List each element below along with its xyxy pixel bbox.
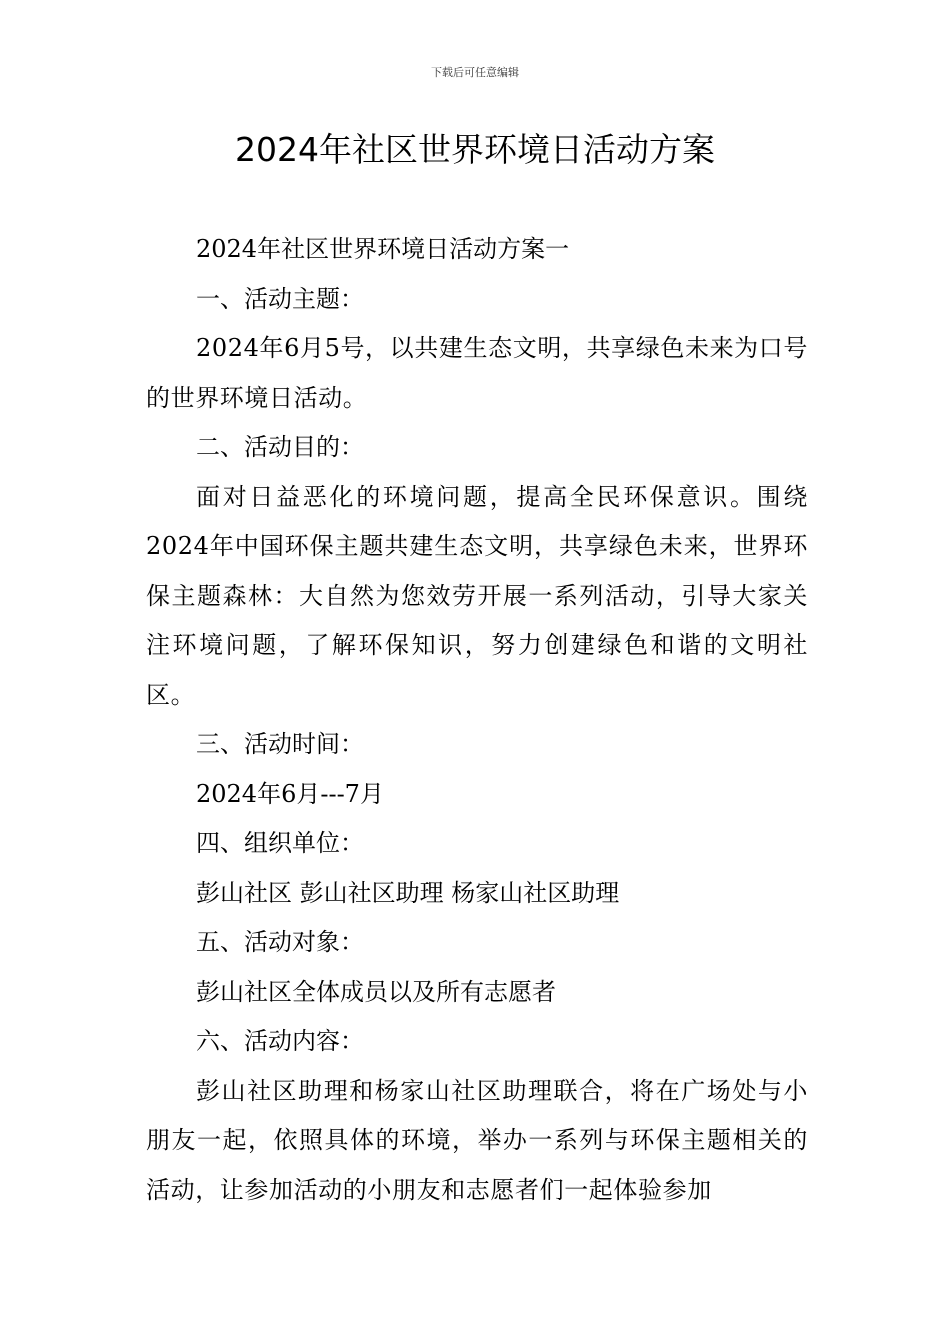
paragraph-time: 2024年6月---7月 <box>196 779 384 808</box>
paragraph-content: 彭山社区助理和杨家山社区助理联合，将在广场处与小朋友一起，依照具体的环境，举办一系列与环保主题相关的活动，让参加活动的小朋友和志愿者们一起体验参加 <box>146 1076 808 1204</box>
section-heading-organizer: 四、组织单位： <box>196 829 364 857</box>
document-body <box>146 225 808 1215</box>
document-title: 2024年社区世界环境日活动方案 <box>235 130 715 169</box>
paragraph-theme: 2024年6月5号，以共建生态文明，共享绿色未来为口号的世界环境日活动。 <box>146 334 808 412</box>
paragraph-audience: 彭山社区全体成员以及所有志愿者 <box>196 977 556 1006</box>
plan-subtitle: 2024年社区世界环境日活动方案一 <box>196 235 570 263</box>
section-heading-theme: 一、活动主题： <box>196 284 364 313</box>
section-heading-purpose: 二、活动目的： <box>196 433 364 461</box>
paragraph-organizer: 彭山社区 彭山社区助理 杨家山社区助理 <box>196 878 620 907</box>
paragraph-purpose: 面对日益恶化的环境问题，提高全民环保意识。围绕2024年中国环保主题共建生态文明，共享绿色未来，世界环保主题森林：大自然为您效劳开展一系列活动，引导大家关注环境问题，了解环保知识，努力创建绿色和谐的文明社区。 <box>146 482 808 709</box>
section-heading-time: 三、活动时间： <box>196 730 364 758</box>
section-heading-content: 六、活动内容： <box>196 1027 364 1055</box>
section-heading-audience: 五、活动对象： <box>196 928 364 956</box>
header-note: 下载后可任意编辑 <box>431 66 519 79</box>
